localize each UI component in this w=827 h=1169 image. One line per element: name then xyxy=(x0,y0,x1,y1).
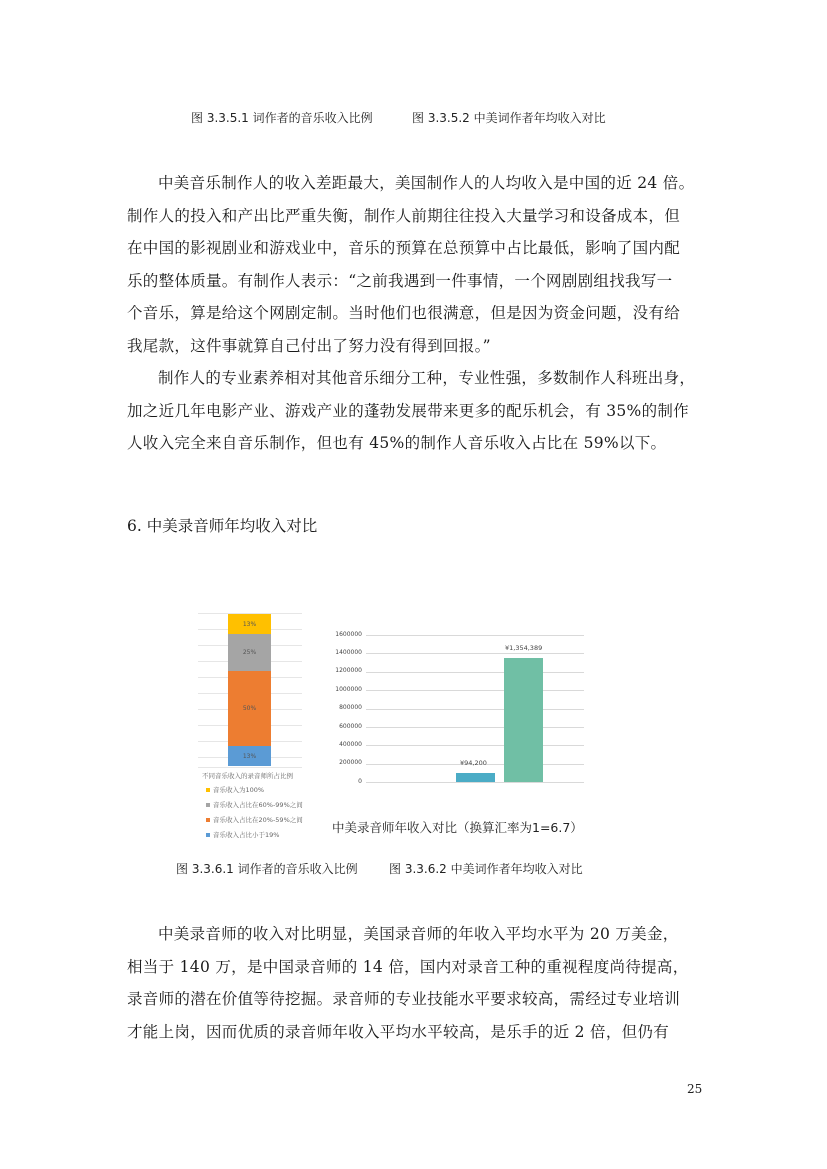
page-number: 25 xyxy=(687,1082,703,1096)
segment-label: 50% xyxy=(242,705,257,712)
y-tick: 1600000 xyxy=(335,631,362,638)
x-axis-line xyxy=(366,782,584,783)
segment-60-99-percent xyxy=(228,634,271,671)
legend-swatch xyxy=(206,788,210,792)
text-line: 中美录音师的收入对比明显，美国录音师的年收入平均水平为 20 万美金， xyxy=(158,925,679,943)
section-heading: 6. 中美录音师年均收入对比 xyxy=(127,517,318,535)
y-tick: 200000 xyxy=(339,759,362,766)
legend-swatch xyxy=(206,833,210,837)
text-line: 乐的整体质量。有制作人表示：“之前我遇到一件事情，一个网剧剧组找我写一 xyxy=(127,271,673,290)
legend-swatch xyxy=(206,803,210,807)
text-line: 加之近几年电影产业、游戏产业的蓬勃发展带来更多的配乐机会，有 35%的制作 xyxy=(127,401,689,420)
legend-label: 音乐收入占比小于19% xyxy=(213,831,280,839)
text-line: 我尾款，这件事就算自己付出了努力没有得到回报。” xyxy=(127,336,491,355)
bar-label-usa: ¥1,354,389 xyxy=(505,644,543,652)
legend-item-60-99 xyxy=(206,800,303,809)
figure-caption-3-3-5-1: 图 3.3.5.1 词作者的音乐收入比例 xyxy=(191,111,373,125)
segment-under-19-percent xyxy=(228,746,271,766)
segment-label: 13% xyxy=(242,752,257,760)
text-line: 录音师的潜在价值等待挖掘。录音师的专业技能水平要求较高，需经过专业培训 xyxy=(127,990,681,1008)
text-line: 中美音乐制作人的收入差距最大，美国制作人的人均收入是中国的近 24 倍。 xyxy=(158,174,695,192)
gridline xyxy=(366,727,584,728)
bar-chart-title: 中美录音师年收入对比（换算汇率为1=6.7） xyxy=(332,820,583,835)
text-line: 制作人的专业素养相对其他音乐细分工种，专业性强，多数制作人科班出身， xyxy=(158,369,696,387)
gridline xyxy=(366,745,584,746)
text-line: 人收入完全来自音乐制作，但也有 45%的制作人音乐收入占比在 59%以下。 xyxy=(127,434,667,452)
gridline xyxy=(366,690,584,691)
text-line: 个音乐，算是给这个网剧定制。当时他们也很满意，但是因为资金问题，没有给 xyxy=(127,304,681,322)
segment-label: 25% xyxy=(242,649,257,656)
figure-caption-3-3-6-2: 图 3.3.6.2 中美词作者年均收入对比 xyxy=(389,862,583,876)
gridline xyxy=(366,672,584,673)
paragraph-producer-professionalism xyxy=(127,362,707,460)
segment-20-59-percent xyxy=(228,671,271,746)
legend-item-100 xyxy=(206,785,264,794)
figure-caption-3-3-5-2: 图 3.3.5.2 中美词作者年均收入对比 xyxy=(412,111,606,125)
legend-label: 音乐收入占比在20%-59%之间 xyxy=(213,816,303,824)
text-line: 相当于 140 万，是中国录音师的 14 倍，国内对录音工种的重视程度尚待提高， xyxy=(127,957,689,976)
segment-label: 13% xyxy=(242,620,257,628)
text-line: 制作人的投入和产出比严重失衡，制作人前期往往投入大量学习和设备成本，但 xyxy=(127,206,681,225)
paragraph-producer-income-gap xyxy=(127,167,707,362)
y-tick: 1200000 xyxy=(335,667,362,674)
bar-usa xyxy=(504,658,543,782)
y-tick: 0 xyxy=(358,778,362,785)
y-tick: 1400000 xyxy=(335,649,362,656)
gridline xyxy=(366,709,584,710)
legend-item-20-59 xyxy=(206,815,303,824)
legend-label: 音乐收入占比在60%-99%之间 xyxy=(213,801,303,809)
income-bar-chart xyxy=(320,625,590,805)
y-tick: 800000 xyxy=(339,704,362,711)
legend-title: 不同音乐收入的录音师所占比例 xyxy=(202,772,293,780)
legend-item-under-19 xyxy=(206,830,279,839)
gridline xyxy=(366,653,584,654)
segment-100-percent xyxy=(228,614,271,634)
bar-label-china: ¥94,200 xyxy=(460,759,487,767)
legend-label: 音乐收入为100% xyxy=(213,786,265,794)
paragraph-recording-engineer-income xyxy=(127,918,707,1048)
text-line: 在中国的影视剧业和游戏业中，音乐的预算在总预算中占比最低，影响了国内配 xyxy=(127,239,681,257)
y-tick: 600000 xyxy=(339,723,362,730)
y-tick: 1000000 xyxy=(335,686,362,693)
text-line: 才能上岗，因而优质的录音师年收入平均水平较高，是乐手的近 2 倍，但仍有 xyxy=(127,1022,670,1041)
legend-swatch xyxy=(206,818,210,822)
stacked-bar-chart xyxy=(194,603,310,848)
gridline xyxy=(198,767,302,768)
y-tick: 400000 xyxy=(339,741,362,748)
figure-caption-3-3-6-1: 图 3.3.6.1 词作者的音乐收入比例 xyxy=(176,862,358,876)
gridline xyxy=(366,635,584,636)
bar-china xyxy=(456,773,495,782)
